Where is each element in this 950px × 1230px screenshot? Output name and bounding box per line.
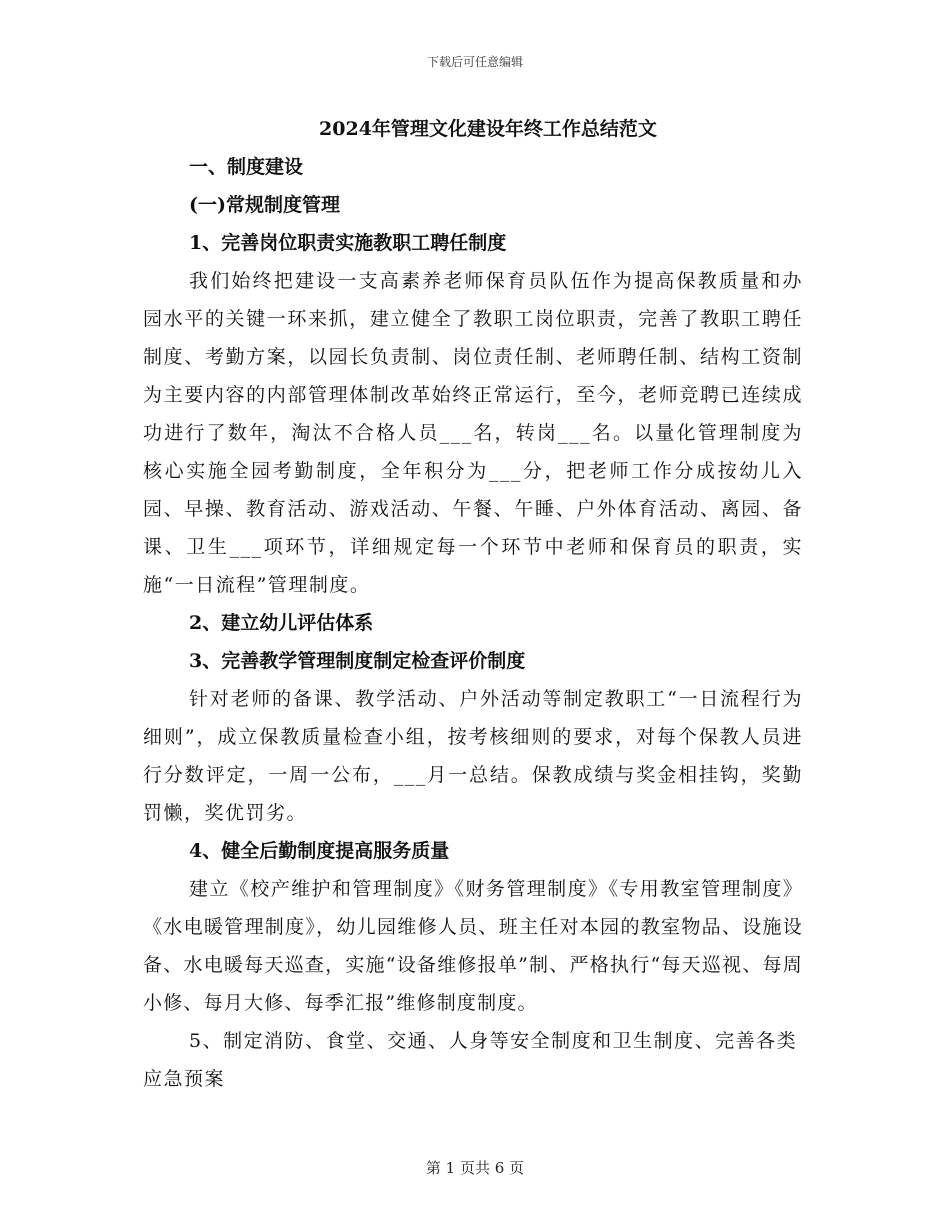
page-number: 第 1 页共 6 页 — [425, 1159, 525, 1177]
item-heading-1: 1、完善岗位职责实施教职工聘任制度 — [189, 232, 507, 254]
paragraph-3: 针对老师的备课、教学活动、户外活动等制定教职工“一日流程行为细则”，成立保教质量检查小组，按考核细则的要求，对每个保教人员进行分数评定，一周一公布，___月一总结。保教成绩与奖金相挂钩，奖勤罚懒，奖优罚劣。 — [143, 688, 803, 824]
paragraph-1: 我们始终把建设一支高素养老师保育员队伍作为提高保教质量和办园水平的关键一环来抓，建立健全了教职工岗位职责，完善了教职工聘任制度、考勤方案，以园长负责制、岗位责任制、老师聘任制、结构工资制为主要内容的内部管理体制改革始终正常运行，至今，老师竞聘已连续成功进行了数年，淘汰不合格人员___名，转岗___名。以量化管理制度为核心实施全园考勤制度，全年积分为___分，把老师工作分成按幼儿入园、早操、教育活动、游戏活动、午餐、午睡、户外体育活动、离园、备课、卫生___项环节，详细规定每一个环节中老师和保育员的职责，实施“一日流程”管理制度。 — [143, 270, 803, 596]
section-heading-1: 一、制度建设 — [189, 156, 304, 178]
page-header-note: 下载后可任意编辑 — [426, 55, 523, 69]
item-heading-3: 3、完善教学管理制度制定检查评价制度 — [189, 650, 526, 672]
item-heading-4: 4、健全后勤制度提高服务质量 — [189, 840, 450, 862]
document-title: 2024年管理文化建设年终工作总结范文 — [319, 118, 657, 140]
item-heading-2: 2、建立幼儿评估体系 — [189, 612, 374, 634]
subsection-heading-1: (一)常规制度管理 — [189, 194, 340, 216]
item-line-5: 5、制定消防、食堂、交通、人身等安全制度和卫生制度、完善各类应急预案 — [143, 1030, 798, 1090]
document-body — [143, 110, 803, 1098]
paragraph-4: 建立《校产维护和管理制度》《财务管理制度》《专用教室管理制度》《水电暖管理制度》，幼儿园维修人员、班主任对本园的教室物品、设施设备、水电暖每天巡查，实施“设备维修报单”制、严格执行“每天巡视、每周小修、每月大修、每季汇报”维修制度制度。 — [143, 878, 803, 1014]
